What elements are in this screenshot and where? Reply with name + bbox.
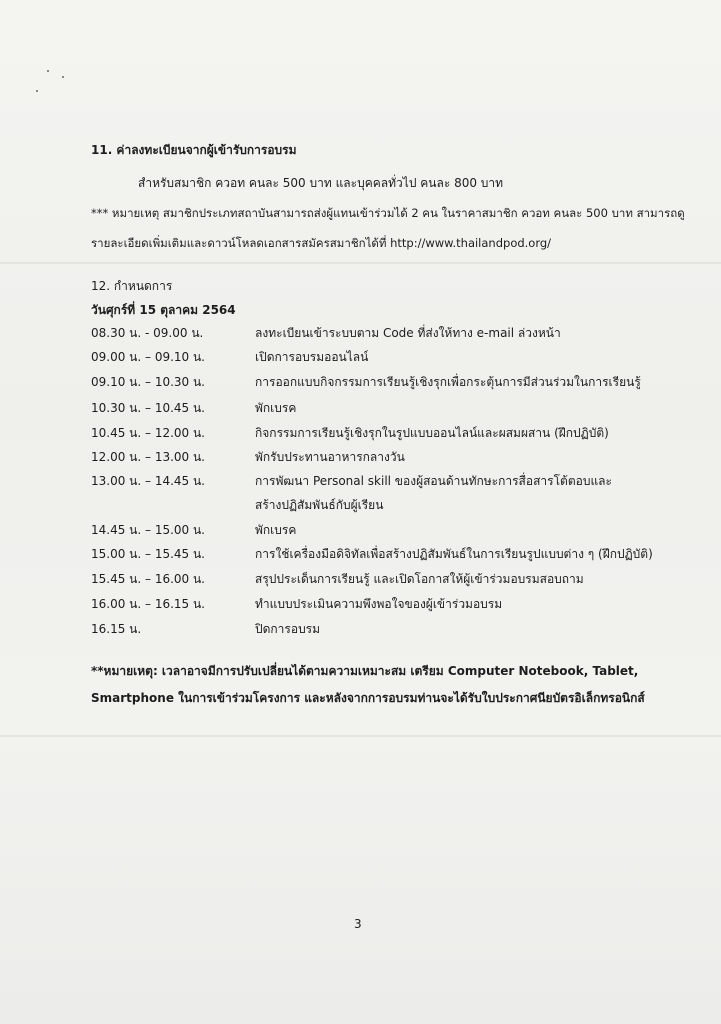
section-11-heading: 11. ค่าลงทะเบียนจากผู้เข้ารับการอบรม xyxy=(91,143,297,157)
schedule-time: 10.30 น. – 10.45 น. xyxy=(91,401,205,415)
paper-fold xyxy=(0,735,721,737)
schedule-time: 13.00 น. – 14.45 น. xyxy=(91,474,205,488)
scan-speck xyxy=(47,70,49,72)
schedule-time: 08.30 น. - 09.00 น. xyxy=(91,326,204,340)
schedule-row xyxy=(91,399,651,423)
schedule-activity: กิจกรรมการเรียนรู้เชิงรุกในรูปแบบออนไลน์และผสมผสาน (ฝึกปฏิบัติ) xyxy=(255,426,609,440)
page-number: 3 xyxy=(354,917,362,931)
schedule-time: 16.15 น. xyxy=(91,622,142,636)
schedule-time: 14.45 น. – 15.00 น. xyxy=(91,523,205,537)
schedule-row xyxy=(91,570,651,594)
schedule-row xyxy=(91,424,651,448)
schedule-row xyxy=(91,595,651,619)
schedule-time: 09.10 น. – 10.30 น. xyxy=(91,375,205,389)
schedule-time: 15.00 น. – 15.45 น. xyxy=(91,547,205,561)
schedule-activity: พักเบรค xyxy=(255,523,297,537)
schedule-time: 15.45 น. – 16.00 น. xyxy=(91,572,205,586)
schedule-activity: ทำแบบประเมินความพึงพอใจของผู้เข้าร่วมอบรม xyxy=(255,597,503,611)
scan-speck xyxy=(62,76,64,78)
schedule-activity: การใช้เครื่องมือดิจิทัลเพื่อสร้างปฏิสัมพันธ์ในการเรียนรูปแบบต่าง ๆ (ฝึกปฏิบัติ) xyxy=(255,547,653,561)
schedule-row xyxy=(91,348,651,372)
schedule-activity: ลงทะเบียนเข้าระบบตาม Code ที่ส่งให้ทาง e-mail ล่วงหน้า xyxy=(255,326,561,340)
schedule-time: 12.00 น. – 13.00 น. xyxy=(91,450,205,464)
schedule-activity-continued: สร้างปฏิสัมพันธ์กับผู้เรียน xyxy=(255,498,384,512)
paper-fold xyxy=(0,262,721,264)
schedule-activity: พักเบรค xyxy=(255,401,297,415)
schedule-activity: เปิดการอบรมออนไลน์ xyxy=(255,350,369,364)
schedule-activity: การออกแบบกิจกรรมการเรียนรู้เชิงรุกเพื่อกระตุ้นการมีส่วนร่วมในการเรียนรู้ xyxy=(255,375,641,389)
schedule-time: 09.00 น. – 09.10 น. xyxy=(91,350,205,364)
schedule-activity: พักรับประทานอาหารกลางวัน xyxy=(255,450,405,464)
note-line-2: รายละเอียดเพิ่มเติมและดาวน์โหลดเอกสารสมัครสมาชิกได้ที่ http://www.thailandpod.org/ xyxy=(91,236,552,250)
schedule-row xyxy=(91,472,651,520)
schedule-row xyxy=(91,521,651,545)
schedule-row xyxy=(91,373,651,397)
schedule-time: 16.00 น. – 16.15 น. xyxy=(91,597,205,611)
schedule-activity: สรุปประเด็นการเรียนรู้ และเปิดโอกาสให้ผู้เข้าร่วมอบรมสอบถาม xyxy=(255,572,584,586)
schedule-activity: ปิดการอบรม xyxy=(255,622,321,636)
schedule-row xyxy=(91,324,651,348)
footnote-line-1: **หมายเหตุ: เวลาอาจมีการปรับเปลี่ยนได้ตามความเหมาะสม เตรียม Computer Notebook, Tablet, xyxy=(91,664,639,678)
footnote-line-2: Smartphone ในการเข้าร่วมโครงการ และหลังจากการอบรมท่านจะได้รับใบประกาศนียบัตรอิเล็กทรอนิกส์ xyxy=(91,691,645,705)
schedule-row xyxy=(91,448,651,472)
schedule-row xyxy=(91,545,651,569)
schedule-time: 10.45 น. – 12.00 น. xyxy=(91,426,205,440)
scan-speck xyxy=(36,90,38,92)
fee-line: สำหรับสมาชิก ควอท คนละ 500 บาท และบุคคลทั่วไป คนละ 800 บาท xyxy=(138,176,504,190)
schedule-date: วันศุกร์ที่ 15 ตุลาคม 2564 xyxy=(91,303,236,317)
schedule-row xyxy=(91,620,651,644)
section-12-heading: 12. กำหนดการ xyxy=(91,279,173,293)
note-line-1: *** หมายเหตุ สมาชิกประเภทสถาบันสามารถส่งผู้แทนเข้าร่วมได้ 2 คน ในราคาสมาชิก ควอท คนละ 500 บาท สามารถดู xyxy=(91,206,685,220)
schedule-activity: การพัฒนา Personal skill ของผู้สอนด้านทักษะการสื่อสารโต้ตอบและ xyxy=(255,474,612,488)
